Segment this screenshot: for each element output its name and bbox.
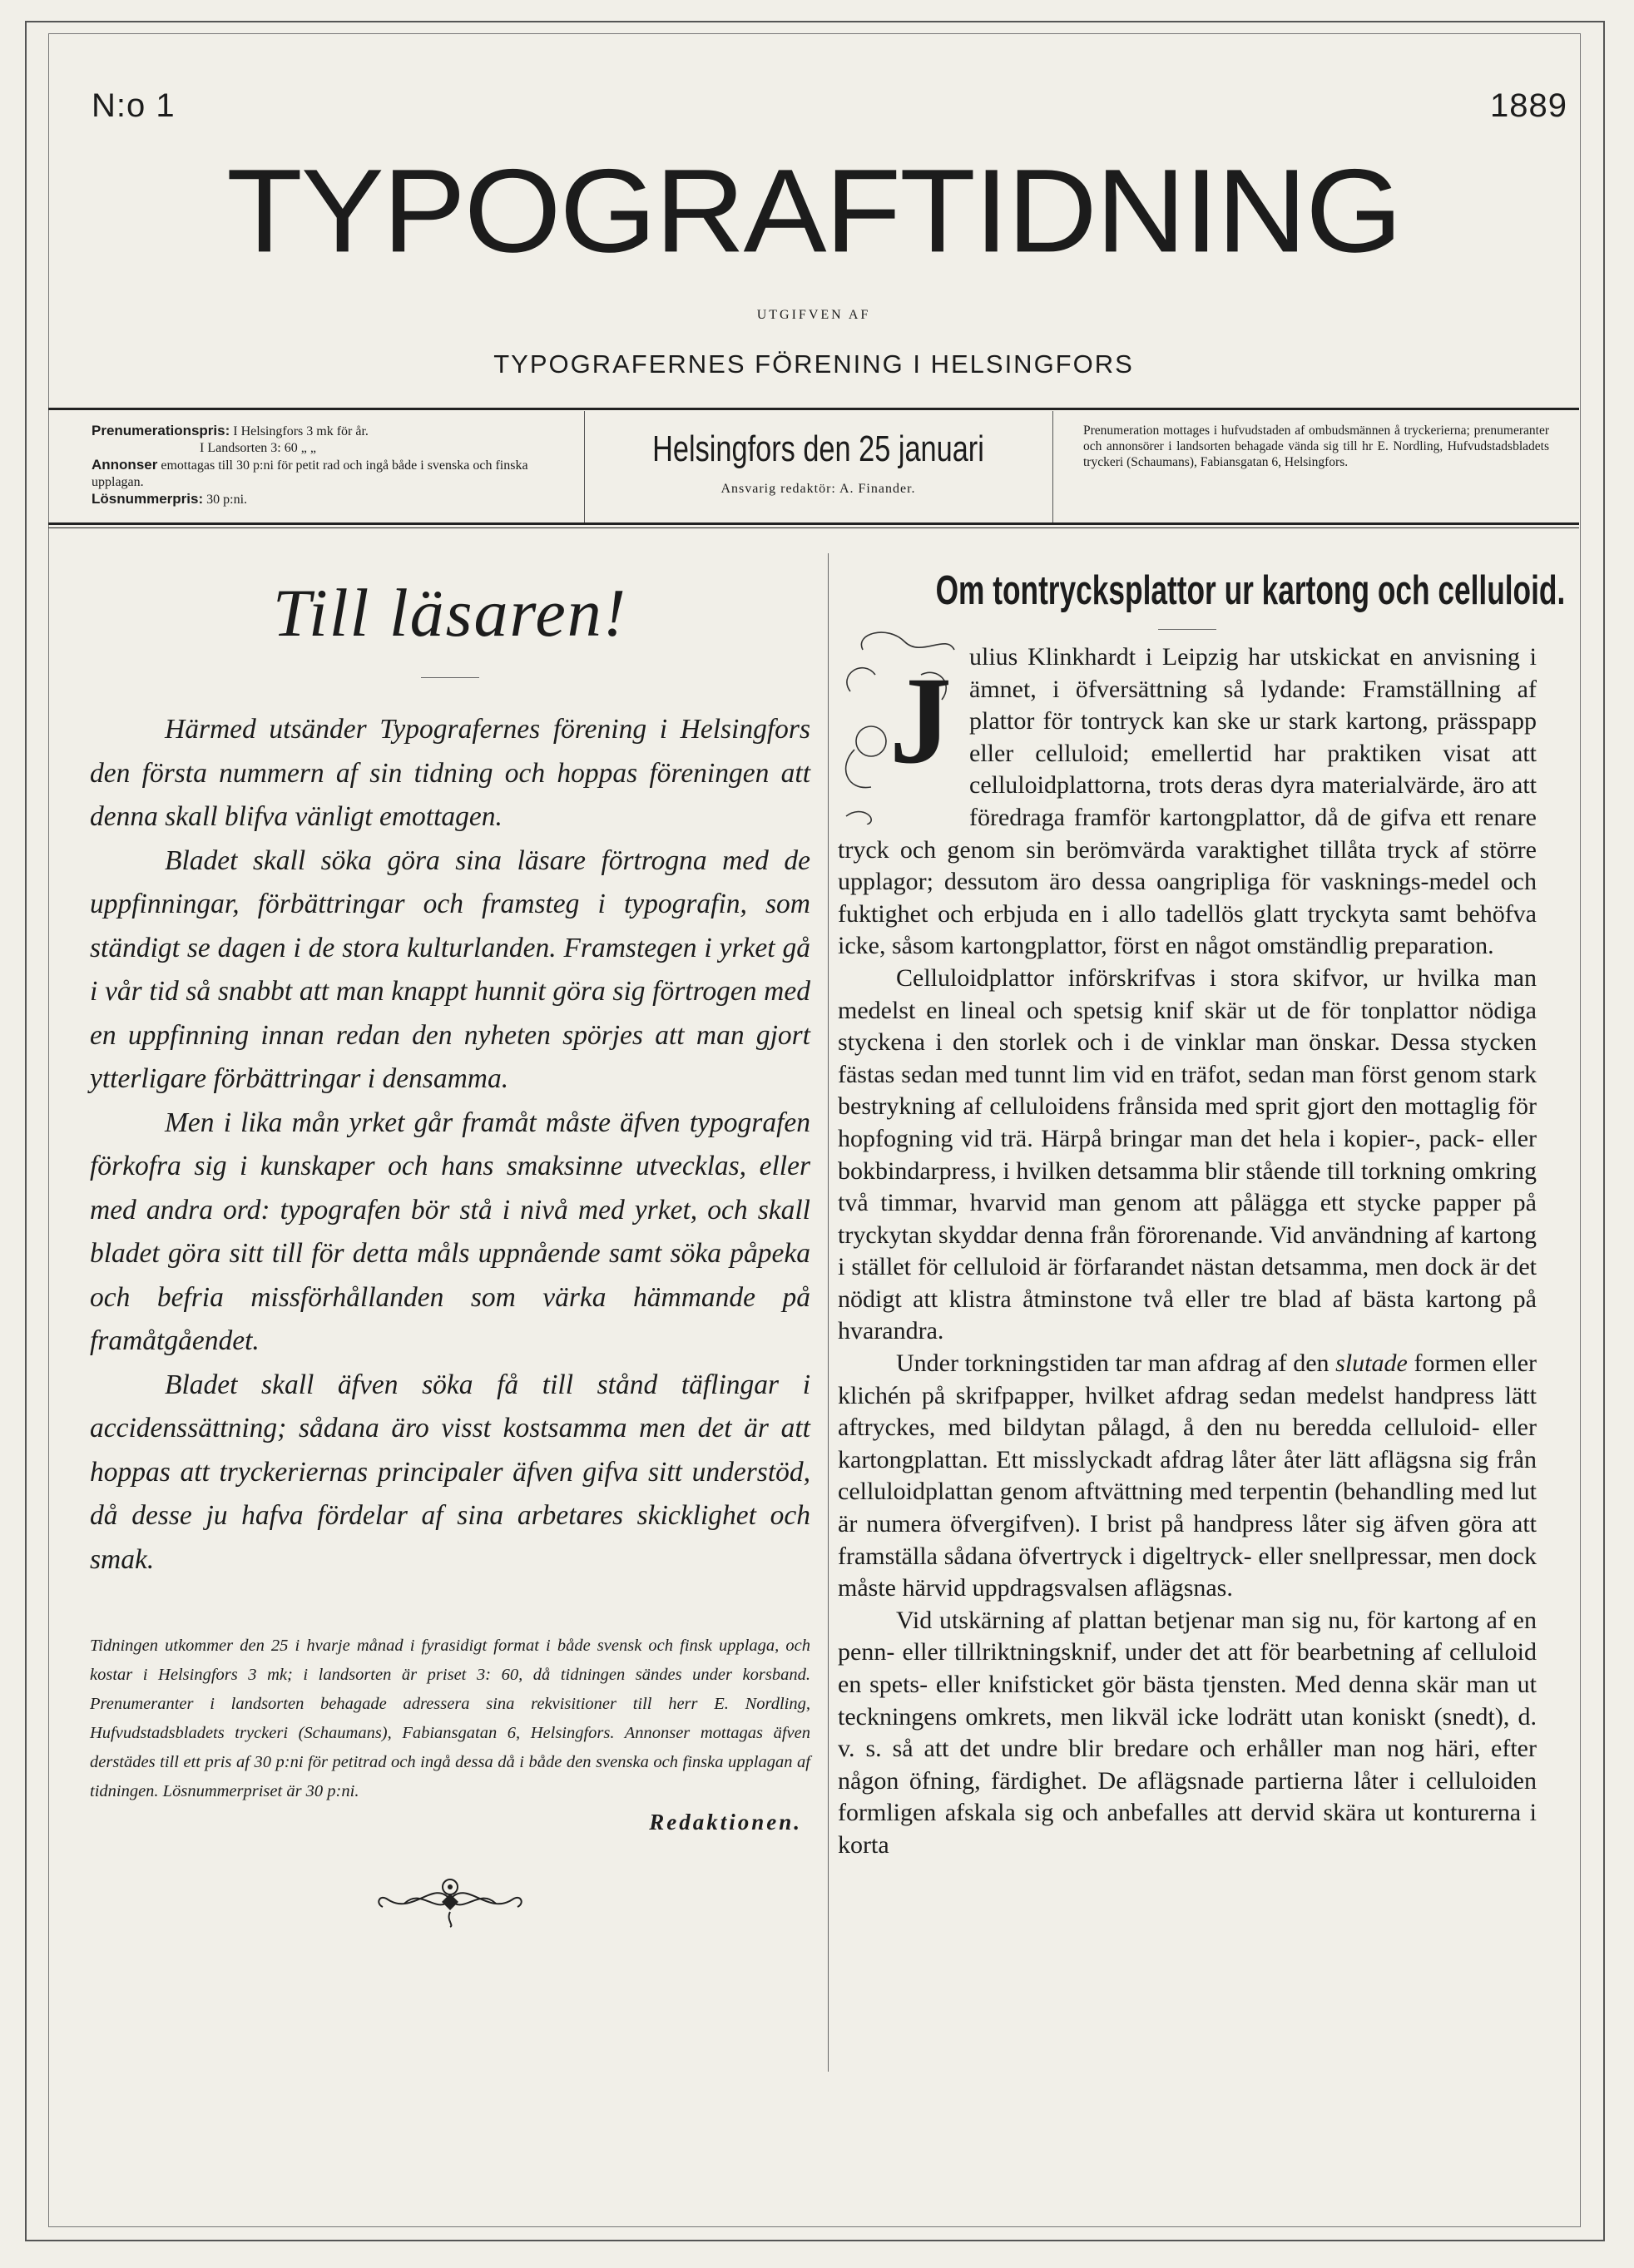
letter-paragraph: Bladet skall söka göra sina läsare förtrogna med de uppfinningar, förbättringar och framsteg i typografin, som ständigt se dagen i de stora kulturlanden. Framstegen i yrket gå i vår tid så snabbt att man knappt hunnit göra sig förtrogen med en uppfinning innan redan den nyheten spörjes att man gjort ytterligare förbättringar i densamma. — [90, 844, 810, 1094]
greeting-rule — [421, 677, 479, 678]
subscription-label: Prenumerationspris: — [92, 423, 230, 438]
article-text: formen eller klichén på skrifpapper, hvilket afdrag sedan medelst handpress lätt aftryckes, med bildytan pålagd, å den nu beredda celluloid- eller kartongplattan. Ett misslyckadt afdrag låter åter lätt aflägsna sig från celluloidplattan genom aftvättning med terpentin (behandling med lut är numera öfvergifven). I brist på handpress låter sig äfven göra att framställa sådana öfvertryck i digeltryck- eller snellpressar, men dock måste härvid uppdragsvalsen aflägsnas. — [838, 1349, 1537, 1602]
article-paragraph: Celluloidplattor införskrifvas i stora skifvor, ur hvilka man medelst en lineal och spetsig knif skär ut de för tonplattor nödiga styckena i den storlek och i de vinklar man önskar. Dessa stycken fästas sedan med tunnt lim vid en träfot, sedan man först genom stark bestrykning af celluloidens frånsida med sprit gjort den mottaglig för hopfogning vid trä. Härpå bringar man det hela i kopier-, pack- eller bokbindarpress, i hvilken detsamma blir stående till torkning omkring två timmar, hvarvid man genom att pålägga ett stycke papper på tryckytan skyddar denna från förorenande. Vid användning af kartong i stället för celluloid är förfarandet nästan detsamma, men dock är det nödigt att klistra åtminstone två eller tre blad af bästa kartong på hvarandra. — [838, 963, 1537, 1345]
letter-paragraph: Härmed utsänder Typografernes förening i Helsingfors den första nummern af sin tidning och hoppas föreningen att denna skall blifva vänligt emottagen. — [90, 714, 810, 832]
issue-year: 1889 — [1490, 87, 1567, 124]
info-divider-right — [1052, 411, 1053, 522]
single-price-label: Lösnummerpris: — [92, 491, 204, 507]
title-rule — [1158, 629, 1216, 630]
single-price-text: 30 p:ni. — [206, 493, 248, 507]
article-paragraph: Vid utskärning af plattan betjenar man sig nu, för kartong af en penn- eller tillriktningsknif, under det att för bearbetning af celluloid en spets- eller knifsticket gör bästa tjensten. Med denna skär man ut teckningens omkrets, men likväl icke lodrätt utan koniskt (snedt), d. v. s. så att det undre blir bredare och erhåller man nog häri, efter någon öfning, färdighet. De aflägsnade partierna låter i celluloiden formligen afskala sig och anbefalles att dervid skära ut konturerna i korta — [838, 1606, 1537, 1859]
subscription-notice: Prenumeration mottages i hufvudstaden af ombudsmännen å tryckerierna; prenumeranter och annonsörer i landsorten behagade vända sig till hr E. Nordling, Hufvudstadsbladets tryckeri (Schaumans), Fabiansgatan 6, Helsingfors. — [1083, 423, 1549, 469]
info-divider-left — [584, 411, 585, 522]
subscription-line1: I Helsingfors 3 mk för år. — [233, 424, 369, 438]
place-date: Helsingfors den 25 januari — [652, 428, 984, 469]
article-column — [838, 566, 1566, 1862]
issue-number: N:o 1 — [92, 87, 176, 124]
article-paragraph: ulius Klinkhardt i Leipzig har utskickat en anvisning i ämnet, i öfversättning så lydande: Framställning af plattor för tontryck kan ske ur stark kartong, prässpapp eller celluloid; emellertid har praktiken visat att celluloidplattorna, trots deras dyra materialvärde, äro att föredraga framför kartongplattor, då de gifva ett renare tryck och genom sin berömvärda varaktighet tillåta tryck af större upplagor; dessutom äro dessa oangripliga för vasknings-medel och fuktighet och erbjuda en i allo tadellös glatt tryckyta samt behöfva icke, såsom kartongplattor, först en något omständlig preparation. — [838, 643, 1537, 960]
editorial-signature: Redaktionen. — [649, 1810, 802, 1835]
header-rule-top — [48, 408, 1579, 410]
letter-paragraph: Men i lika mån yrket går framåt måste äfven typografen förkofra sig i kunskaper och hans smaksinne utvecklas, eller med andra ord: typografen bör stå i nivå med yrket, och skall bladet göra sitt till för detta måls uppnående samt söka påpeka och befria missförhållanden som värka hämmande på framåtgåendet. — [90, 1107, 810, 1356]
letter-greeting: Till läsaren! — [272, 575, 628, 651]
dropcap-letter: J — [889, 651, 952, 790]
notice-text: Tidningen utkommer den 25 i hvarje månad i fyrasidigt format i både svensk och finsk upplaga, och kostar i Helsingfors 3 mk; i landsorten är priset 3: 60, då tidningen sändes under korsband. Prenumeranter i landsorten behagade adressera sina rekvisitioner till herr E. Nordling, Hufvudstadsbladets tryckeri (Schaumans), Fabiansgatan 6, Helsingfors. Annonser mottagas äfven derstädes till ett pris af 30 p:ni för petitrad och ingå dessa då i både den svenska och finska upplagan af tidningen. Lösnummerpriset är 30 p:ni. — [90, 1637, 810, 1800]
masthead-title: TYPOGRAFTIDNING — [226, 144, 1401, 277]
column-divider — [828, 553, 829, 2072]
responsible-editor: Ansvarig redaktör: A. Finander. — [720, 482, 916, 496]
letter-body — [90, 708, 810, 1582]
letter-column — [90, 566, 810, 1929]
published-by: UTGIFVEN AF — [756, 308, 871, 322]
header-rule-bottom-thin — [48, 527, 1579, 528]
letter-paragraph: Bladet skall äfven söka få till stånd täflingar i accidenssättning; sådana äro visst kostsamma men det är att hoppas att tryckeriernas principaler äfven gifva sitt understöd, då desse ju hafva fördelar af sina arbetares skicklighet och smak. — [90, 1369, 810, 1575]
ornament-icon — [371, 1870, 529, 1929]
header-rule-bottom — [48, 522, 1579, 525]
article-body — [838, 641, 1537, 1862]
article-emphasis: slutade — [1335, 1349, 1408, 1378]
subscription-line2: I Landsorten 3: 60 „ „ — [200, 441, 316, 455]
subscription-info — [92, 423, 574, 508]
article-text: Under torkningstiden tar man afdrag af den — [896, 1349, 1329, 1378]
ads-label: Annonser — [92, 457, 158, 473]
dateline — [587, 428, 1049, 497]
article-paragraph — [838, 1348, 1537, 1605]
article-title: Om tontrycksplattor ur kartong och celluloid. — [935, 568, 1566, 613]
society-name: TYPOGRAFERNES FÖRENING I HELSINGFORS — [493, 349, 1134, 379]
publication-notice — [90, 1632, 810, 1837]
ads-text: emottagas till 30 p:ni för petit rad och ingå både i svenska och finska upplagan. — [92, 458, 528, 489]
ornamental-initial-icon — [838, 625, 963, 825]
